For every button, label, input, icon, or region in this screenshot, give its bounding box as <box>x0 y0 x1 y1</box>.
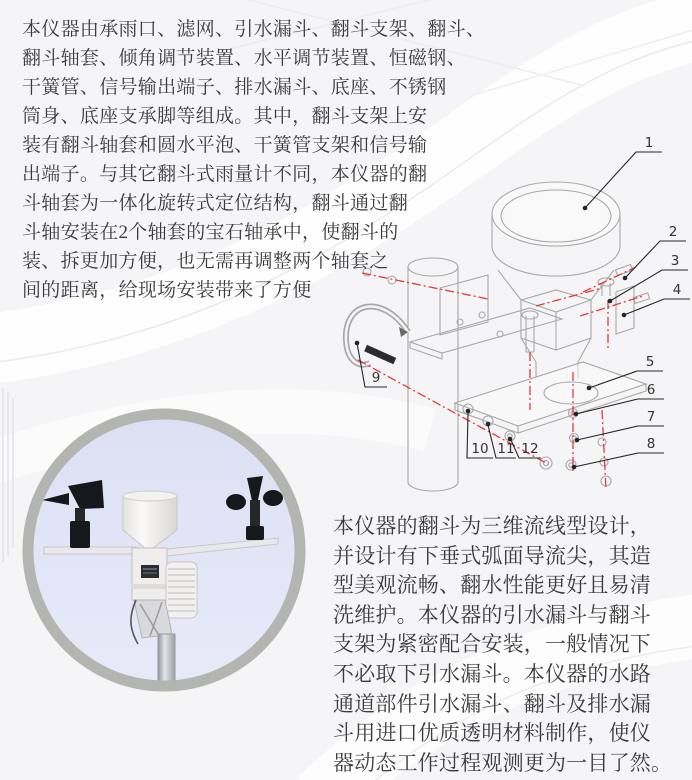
left-arm <box>44 547 136 554</box>
design-paragraph <box>333 512 672 778</box>
callout-number: 9 <box>371 370 381 386</box>
text-line: 不必取下引水漏斗。本仪器的水路 <box>333 661 651 686</box>
text-line: 通道部件引水漏斗、翻斗及排水漏 <box>333 691 651 716</box>
text-line: 间的距离，给现场安装带来了方便 <box>22 280 312 301</box>
text-line: 装、拆更加方便，也无需再调整两个轴套之 <box>22 251 389 272</box>
text-line: 筒身、底座支承脚等组成。其中，翻斗支架上安 <box>22 106 428 127</box>
text-line: 器动态工作过程观测更为一目了然。 <box>333 750 673 775</box>
u-bolt-drawing <box>346 307 408 365</box>
text-line: 支架为紧密配合安装，一般情况下 <box>333 632 651 657</box>
callout-number: 1 <box>644 135 654 151</box>
text-line: 出端子。与其它翻斗式雨量计不同，本仪器的翻 <box>22 164 428 185</box>
text-line: 翻斗轴套、倾角调节装置、水平调节装置、恒磁钢、 <box>22 48 466 69</box>
callout-number: 10 <box>471 441 489 457</box>
text-line: 斗轴安装在2个轴套的宝石轴承中，使翻斗的 <box>22 222 399 243</box>
text-line: 洗维护。本仪器的引水漏斗与翻斗 <box>333 602 651 627</box>
funnel-drawing <box>492 182 620 300</box>
sensor-body <box>132 548 167 600</box>
callout-number: 11 <box>497 441 515 457</box>
bolt-drawing <box>522 311 538 352</box>
callout-number: 3 <box>670 253 680 269</box>
callout-number: 4 <box>672 282 682 298</box>
text-line: 并设计有下垂式弧面导流尖，其造 <box>333 543 651 568</box>
text-line: 斗轴套为一体化旋转式定位结构，翻斗通过翻 <box>22 193 409 214</box>
text-line: 本仪器由承雨口、滤网、引水漏斗、翻斗支架、翻斗、 <box>22 19 486 40</box>
callout-number: 8 <box>646 436 656 452</box>
radiation-shield <box>166 562 197 618</box>
text-line: 装有翻斗轴套和圆水平泡、干簧管支架和信号输 <box>22 135 428 156</box>
callout-number: 6 <box>646 382 656 398</box>
text-line: 斗用进口优质透明材料制作，使仪 <box>333 721 651 746</box>
text-line: 干簧管、信号输出端子、排水漏斗、底座、不锈钢 <box>22 77 447 98</box>
callout-8 <box>572 436 664 469</box>
callout-number: 12 <box>521 441 539 457</box>
callout-number: 7 <box>646 409 656 425</box>
text-line: 本仪器的翻斗为三维流线型设计， <box>333 514 651 538</box>
weather-station-photo <box>22 408 306 692</box>
intro-paragraph <box>22 15 485 305</box>
side-parts-drawing <box>598 264 650 334</box>
callout-number: 5 <box>645 354 655 370</box>
text-line: 型美观流畅、翻水性能更好且易清 <box>333 573 651 598</box>
callout-number: 2 <box>668 224 678 240</box>
